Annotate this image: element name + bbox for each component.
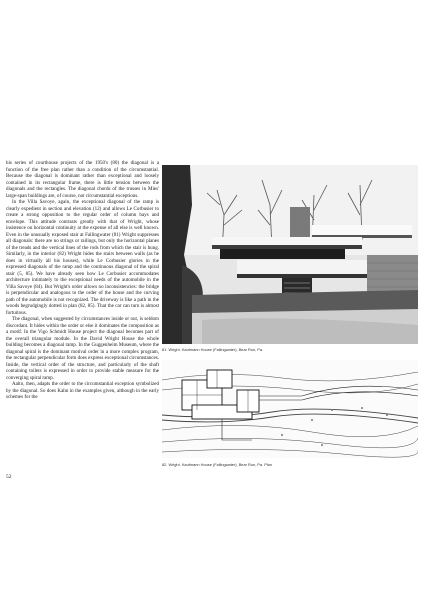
body-text-column (6, 160, 159, 401)
figure-81-caption: 81. Wright. Kaufmann House (Fallingwater), Bear Run, Pa. (162, 347, 264, 352)
page-number: 52 (6, 474, 12, 480)
paragraph-2: In the Villa Savoye, again, the exceptional diagonal of the ramp is clearly expedient in section and elevation (12) and allows Le Corbusier to create a strong opposition to the regular order of column bays and envelope. This attitude contrasts greatly with that of Wright, whose insistence on horizontal continuity at the expense of all else is well known. Even in the unusually exposed stair at Fallingwater (81) Wright suppresses all diagonals: there are no strings or railings, but only the horizontal planes of the treads and the vertical lines of the rods from which the stair is hung. Similarly, in the interior (82) Wright hides the stairs between walls (as he does in virtually all his houses), while Le Corbusier glories in the expressed diagonals of the ramp and the continuous diagonal of the spiral stair (5, 85). We have already seen how Le Corbusier accommodates architecture intimately to the exceptional needs of the automobile in the Villa Savoye (84). But Wright's order allows no inconsistencies: the bridge is perpendicular and analogous to the order of the house and the curving path of the automobile is not recognized. The driveway is like a path in the woods begrudgingly dotted in plan (82, 85). That the car can turn is almost fortuitous. (6, 199, 159, 316)
paragraph-1: his series of courthouse projects of the 1950's (80) the diagonal is a function of the free plan rather than a condition of the circumstantial. Because the diagonal is dominant rather than exceptional and loosely contained in its rectangular frame, there is little tension between the diagonals and the rectangles. The diagonal chords of the trusses in Mies' large-span buildings are, of course, not circumstantial exceptions. (6, 160, 159, 199)
paragraph-3: The diagonal, when suggested by circumstances inside or out, is seldom discordant. It hides within the order or else it dominates the composition as a motif. In the Vigo Schmidt House project the diagonal becomes part of the overall triangular module. In the David Wright House the whole building becomes a diagonal ramp. In the Guggenheim Museum, where the diagonal spiral is the dominant motival order in a more complex program, the rectangular perpendicular form does express exceptional circumstances. Inside, the vertical order of the structure, and particularly of the shaft containing toilets is expressed in order to provide stable measure for the converging spiral ramp. (6, 316, 159, 381)
fallingwater-plan (162, 360, 418, 458)
fallingwater-photo (162, 165, 418, 344)
paragraph-4: Aalto, then, adapts the order to the circumstantial exception symbolized by the diagonal. So does Kahn in the examples given, although in the early schemes for the (6, 381, 159, 400)
figure-82-caption: 82. Wright. Kaufmann House (Fallingwater), Bear Run, Pa. Plan (162, 462, 272, 467)
